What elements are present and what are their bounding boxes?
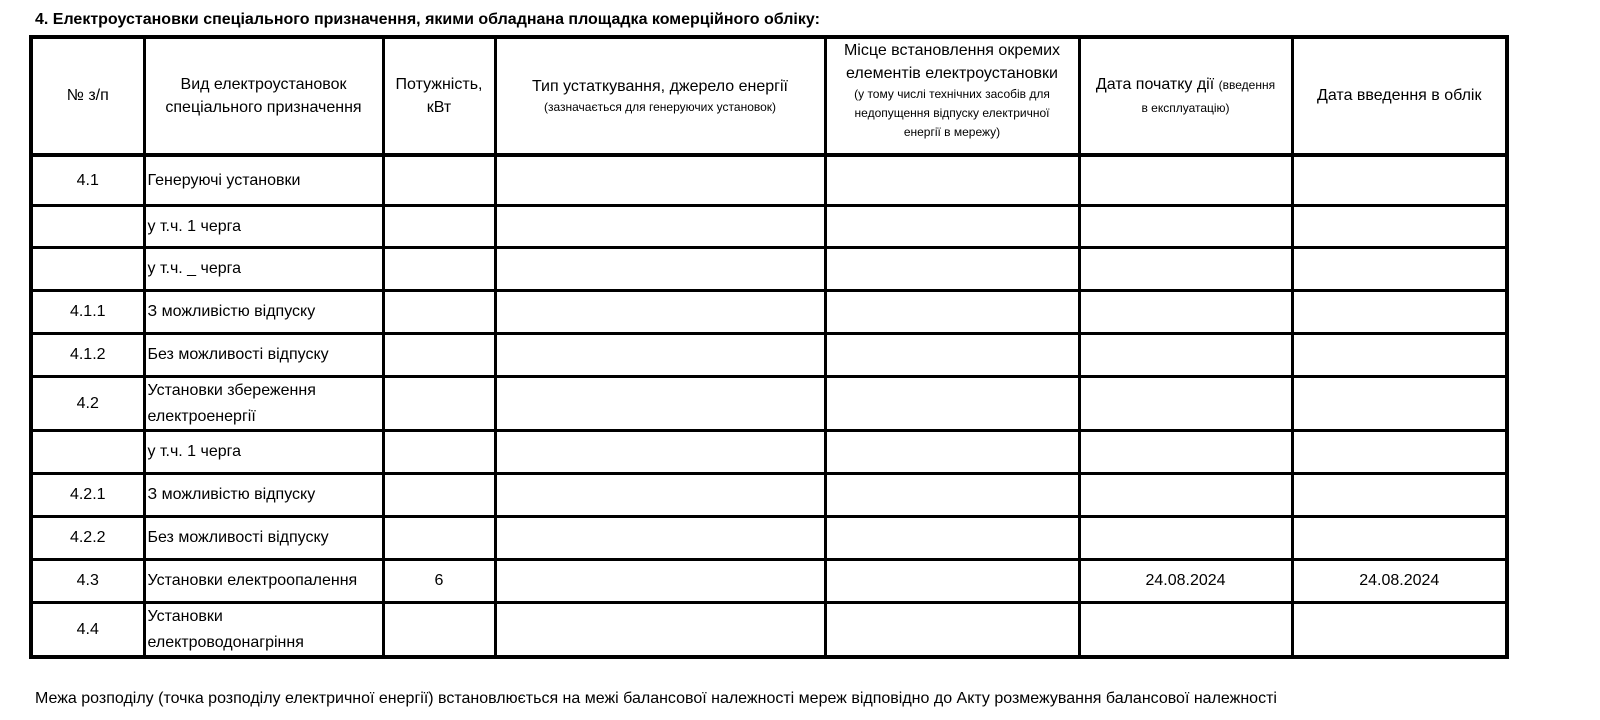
row-name: у т.ч. 1 черга <box>144 206 383 248</box>
row-location <box>825 248 1079 291</box>
row-start-date <box>1079 603 1292 658</box>
row-power <box>383 603 495 658</box>
table-row <box>31 248 1507 291</box>
row-num: 4.3 <box>31 560 144 603</box>
row-type <box>495 474 825 517</box>
table-row <box>31 155 1507 206</box>
row-type <box>495 291 825 334</box>
row-name: Установки електроводонагріння <box>144 603 383 658</box>
row-power <box>383 377 495 431</box>
table-row <box>31 377 1507 431</box>
header-location: Місце встановлення окремих елементів електроустановки (у тому числі технічних засобів для недопущення відпуску електричної енергії в мережу) <box>825 37 1079 155</box>
row-power <box>383 517 495 560</box>
row-type <box>495 334 825 377</box>
row-power <box>383 334 495 377</box>
row-type <box>495 431 825 474</box>
row-name: у т.ч. _ черга <box>144 248 383 291</box>
row-num <box>31 248 144 291</box>
header-start-date: Дата початку дії (введення в експлуатацію) <box>1079 37 1292 155</box>
row-name: Генеруючі установки <box>144 155 383 206</box>
header-kind: Вид електроустановок спеціального призначення <box>144 37 383 155</box>
row-name: у т.ч. 1 черга <box>144 431 383 474</box>
header-type: Тип устаткування, джерело енергії (зазначається для генеруючих установок) <box>495 37 825 155</box>
row-num: 4.4 <box>31 603 144 658</box>
row-power <box>383 431 495 474</box>
row-start-date <box>1079 248 1292 291</box>
row-start-date <box>1079 206 1292 248</box>
row-location <box>825 291 1079 334</box>
row-location <box>825 560 1079 603</box>
row-account-date <box>1292 517 1507 560</box>
row-start-date <box>1079 377 1292 431</box>
row-power <box>383 474 495 517</box>
row-start-date <box>1079 474 1292 517</box>
row-account-date <box>1292 334 1507 377</box>
footer-text: Межа розподілу (точка розподілу електричної енергії) встановлюється на межі балансової належності мереж відповідно до Акту розмежування балансової належності <box>35 690 1277 707</box>
row-account-date <box>1292 155 1507 206</box>
row-power <box>383 206 495 248</box>
row-power <box>383 155 495 206</box>
table-row <box>31 560 1507 603</box>
table-row <box>31 474 1507 517</box>
row-location <box>825 517 1079 560</box>
table-row <box>31 334 1507 377</box>
header-power: Потужність, кВт <box>383 37 495 155</box>
row-location <box>825 474 1079 517</box>
row-type <box>495 560 825 603</box>
row-power <box>383 248 495 291</box>
row-type <box>495 206 825 248</box>
header-account-date: Дата введення в облік <box>1292 37 1507 155</box>
row-name: З можливістю відпуску <box>144 291 383 334</box>
row-location <box>825 431 1079 474</box>
row-account-date <box>1292 603 1507 658</box>
header-num: № з/п <box>31 37 144 155</box>
row-location <box>825 603 1079 658</box>
row-num: 4.1.2 <box>31 334 144 377</box>
row-location <box>825 155 1079 206</box>
table-row <box>31 517 1507 560</box>
row-num <box>31 206 144 248</box>
row-account-date <box>1292 474 1507 517</box>
row-num: 4.2.1 <box>31 474 144 517</box>
table-row <box>31 603 1507 658</box>
row-account-date: 24.08.2024 <box>1292 560 1507 603</box>
table-row <box>31 206 1507 248</box>
row-location <box>825 206 1079 248</box>
row-start-date <box>1079 517 1292 560</box>
row-start-date: 24.08.2024 <box>1079 560 1292 603</box>
table-row <box>31 291 1507 334</box>
table-row <box>31 431 1507 474</box>
section-title: 4. Електроустановки спеціального призначення, якими обладнана площадка комерційного обліку: <box>35 11 820 28</box>
row-start-date <box>1079 291 1292 334</box>
row-type <box>495 248 825 291</box>
row-start-date <box>1079 155 1292 206</box>
row-account-date <box>1292 206 1507 248</box>
row-type <box>495 517 825 560</box>
row-type <box>495 155 825 206</box>
row-start-date <box>1079 431 1292 474</box>
row-name: Установки збереження електроенергії <box>144 377 383 431</box>
row-name: З можливістю відпуску <box>144 474 383 517</box>
row-num: 4.1 <box>31 155 144 206</box>
row-account-date <box>1292 248 1507 291</box>
row-name: Без можливості відпуску <box>144 334 383 377</box>
row-type <box>495 377 825 431</box>
row-account-date <box>1292 291 1507 334</box>
row-start-date <box>1079 334 1292 377</box>
row-location <box>825 377 1079 431</box>
table-header-row <box>31 37 1507 155</box>
row-type <box>495 603 825 658</box>
special-installations-table <box>29 35 1509 659</box>
row-num <box>31 431 144 474</box>
row-num: 4.1.1 <box>31 291 144 334</box>
row-name: Установки електроопалення <box>144 560 383 603</box>
row-account-date <box>1292 377 1507 431</box>
row-power: 6 <box>383 560 495 603</box>
row-name: Без можливості відпуску <box>144 517 383 560</box>
row-num: 4.2.2 <box>31 517 144 560</box>
row-num: 4.2 <box>31 377 144 431</box>
row-location <box>825 334 1079 377</box>
row-account-date <box>1292 431 1507 474</box>
row-power <box>383 291 495 334</box>
